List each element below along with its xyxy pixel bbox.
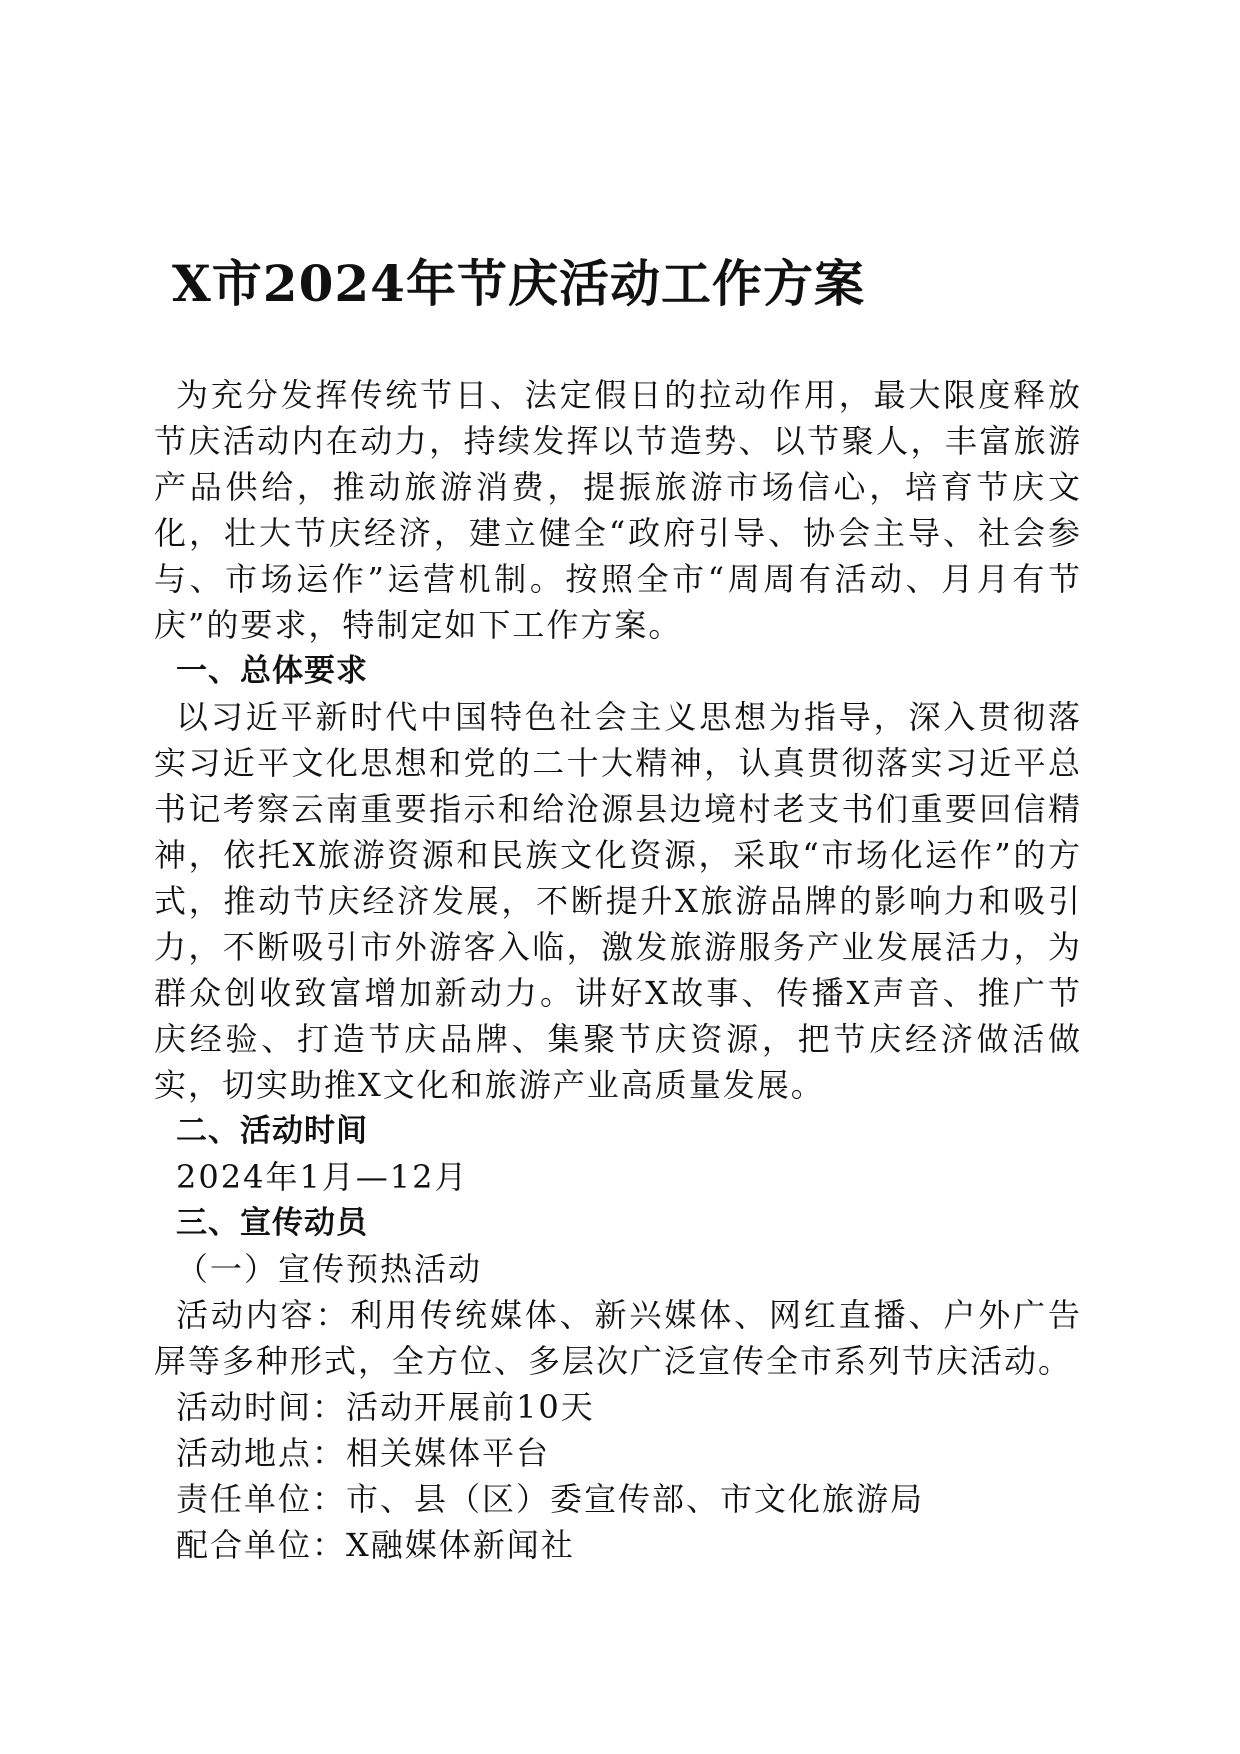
activity-content: 活动内容：利用传统媒体、新兴媒体、网红直播、户外广告屏等多种形式，全方位、多层次广泛宣传全市系列节庆活动。	[154, 1296, 1082, 1380]
section-heading-activity-time: 二、活动时间	[176, 1113, 368, 1149]
document-title: X市2024年节庆活动工作方案	[172, 254, 865, 313]
intro-paragraph: 为充分发挥传统节日、法定假日的拉动作用，最大限度释放节庆活动内在动力，持续发挥以节造势、以节聚人，丰富旅游产品供给，推动旅游消费，提振旅游市场信心，培育节庆文化，壮大节庆经济，建立健全“政府引导、协会主导、社会参与、市场运作”运营机制。按照全市“周周有活动、月月有节庆”的要求，特制定如下工作方案。	[154, 376, 1082, 644]
section-heading-general-requirements: 一、总体要求	[176, 653, 368, 689]
document-body	[154, 372, 1082, 1568]
section-heading-publicity: 三、宣传动员	[176, 1205, 368, 1241]
subsection-heading-warmup: （一）宣传预热活动	[176, 1250, 483, 1288]
activity-time: 活动时间：活动开展前10天	[176, 1388, 595, 1426]
section-body-activity-time: 2024年1月—12月	[176, 1158, 469, 1196]
cooperating-unit: 配合单位：X融媒体新闻社	[176, 1526, 575, 1564]
activity-location: 活动地点：相关媒体平台	[176, 1434, 551, 1472]
section-body-general-requirements: 以习近平新时代中国特色社会主义思想为指导，深入贯彻落实习近平文化思想和党的二十大精神，认真贯彻落实习近平总书记考察云南重要指示和给沧源县边境村老支书们重要回信精神，依托X旅游资源和民族文化资源，采取“市场化运作”的方式，推动节庆经济发展，不断提升X旅游品牌的影响力和吸引力，不断吸引市外游客入临，激发旅游服务产业发展活力，为群众创收致富增加新动力。讲好X故事、传播X声音、推广节庆经验、打造节庆品牌、集聚节庆资源，把节庆经济做活做实，切实助推X文化和旅游产业高质量发展。	[154, 698, 1082, 1104]
responsible-unit: 责任单位：市、县（区）委宣传部、市文化旅游局	[176, 1480, 925, 1518]
